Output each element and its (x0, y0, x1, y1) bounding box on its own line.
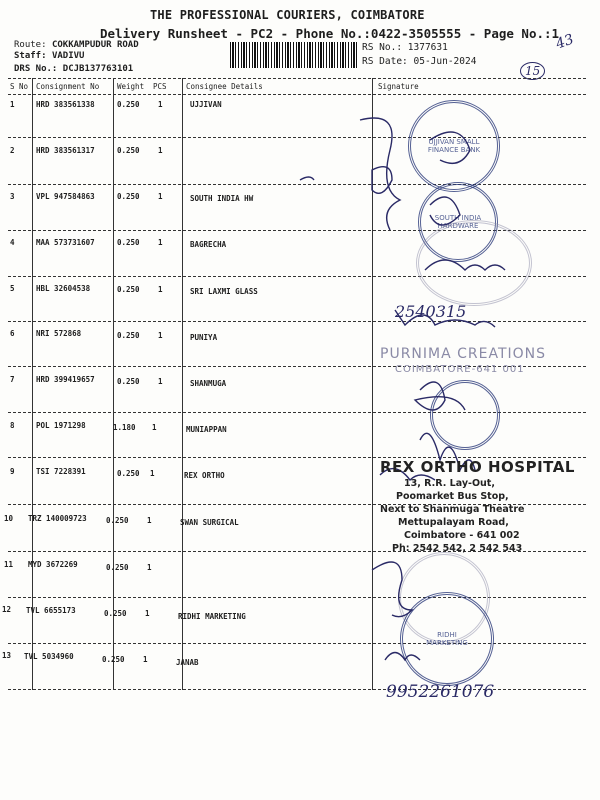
route-label: Route: (14, 40, 47, 50)
handwritten-2540315: 2540315 (395, 302, 467, 321)
row-sno: 4 (10, 238, 15, 247)
row-weight: 0.250 (117, 285, 140, 294)
runsheet-subtitle: Delivery Runsheet - PC2 - Phone No.:0422-3505555 - Page No.:1 (100, 26, 560, 41)
row-pcs: 1 (158, 146, 163, 155)
row-sno: 5 (10, 284, 15, 293)
row-sno: 1 (10, 100, 15, 109)
row-consignment-no: VPL 947584863 (36, 192, 95, 201)
row-consignment-no: HBL 32604538 (36, 284, 91, 293)
row-weight: 0.250 (104, 609, 127, 618)
signature-stroke (430, 197, 460, 225)
signature-stroke (385, 653, 420, 661)
row-weight: 0.250 (117, 469, 140, 478)
signature-stroke (360, 118, 400, 230)
row-pcs: 1 (150, 469, 155, 478)
ujjivan-stamp-text: UJJIVAN SMALL FINANCE BANK (427, 138, 481, 154)
row-pcs: 1 (158, 192, 163, 201)
col-consignee: Consignee Details (186, 82, 263, 91)
row-consignee: SRI LAXMI GLASS (190, 287, 258, 296)
row-consignee: SOUTH INDIA HW (190, 194, 254, 203)
row-pcs: 1 (158, 377, 163, 386)
rs-date-value: 05-Jun-2024 (413, 56, 477, 67)
handwritten-phone: 9952261076 (386, 682, 495, 702)
row-consignment-no: MAA 573731607 (36, 238, 95, 247)
row-consignment-no: MYD 3672269 (28, 560, 78, 569)
hospital-address-3: Next to Shanmuga Theatre (380, 504, 525, 515)
hospital-phone: Ph: 2542 542, 2 542 543 (392, 543, 523, 554)
signature-stroke (300, 177, 314, 180)
rex-ortho-stamp (380, 458, 575, 554)
row-weight: 0.250 (117, 331, 140, 340)
row-consignee: SHANMUGA (190, 379, 227, 388)
row-pcs: 1 (152, 423, 157, 432)
row-consignee: JANAB (176, 658, 199, 667)
row-weight: 0.250 (117, 100, 140, 109)
row-consignment-no: NRI 572868 (36, 329, 82, 338)
hospital-address-5: Coimbatore - 641 002 (404, 530, 520, 541)
south-india-stamp-text: SOUTH INDIA HARDWARE (434, 214, 482, 230)
row-weight: 0.250 (117, 377, 140, 386)
hospital-name: REX ORTHO HOSPITAL (380, 458, 575, 476)
purnima-stamp-line1: PURNIMA CREATIONS (380, 346, 547, 362)
row-consignee: SWAN SURGICAL (180, 518, 239, 527)
row-consignment-no: TVL 6655173 (26, 606, 76, 615)
col-consignment: Consignment No (36, 82, 100, 91)
row-consignment-no: HRD 399419657 (36, 375, 95, 384)
drs-value: DCJB137763101 (62, 64, 134, 74)
row-weight: 0.250 (102, 655, 125, 664)
row-sno: 8 (10, 421, 15, 430)
row-sno: 3 (10, 192, 15, 201)
signature-stroke (372, 562, 412, 617)
row-pcs: 1 (158, 238, 163, 247)
row-pcs: 1 (158, 285, 163, 294)
row-consignment-no: POL 1971298 (36, 421, 86, 430)
row-weight: 0.250 (117, 192, 140, 201)
rs-no-label: RS No.: (362, 42, 403, 53)
row-weight: 0.250 (117, 146, 140, 155)
row-consignee: PUNIYA (190, 333, 218, 342)
row-sno: 9 (10, 467, 15, 476)
col-signature: Signature (378, 82, 419, 91)
row-sno: 2 (10, 146, 15, 155)
row-sno: 13 (2, 651, 12, 660)
row-sno: 12 (2, 605, 12, 614)
row-sno: 10 (4, 514, 14, 523)
row-consignee: REX ORTHO (184, 471, 225, 480)
row-sno: 6 (10, 329, 15, 338)
row-pcs: 1 (143, 655, 148, 664)
col-weight: Weight (117, 82, 145, 91)
drs-label: DRS No.: (14, 64, 58, 74)
staff-label: Staff: (14, 51, 47, 61)
row-pcs: 1 (147, 516, 152, 525)
page-note-43: 43 (553, 31, 577, 53)
row-weight: 1.180 (113, 423, 136, 432)
col-sno: S No (10, 82, 29, 91)
route-value: COKKAMPUDUR ROAD (51, 40, 139, 50)
rs-no-value: 1377631 (407, 42, 448, 53)
company-title: THE PROFESSIONAL COURIERS, COIMBATORE (150, 8, 425, 22)
row-pcs: 1 (158, 100, 163, 109)
ridhi-stamp-text: RIDHI MARKETING (426, 631, 468, 647)
row-consignment-no: HRD 383561338 (36, 100, 95, 109)
staff-value: VADIVU (51, 51, 85, 61)
row-weight: 0.250 (117, 238, 140, 247)
row-consignment-no: HRD 383561317 (36, 146, 95, 155)
hospital-address-2: Poomarket Bus Stop, (396, 491, 509, 502)
signature-stroke (415, 382, 465, 410)
col-pcs: PCS (153, 82, 167, 91)
row-sno: 11 (4, 560, 14, 569)
signature-stroke (430, 132, 470, 163)
row-weight: 0.250 (106, 563, 129, 572)
hospital-address-4: Mettupalayam Road, (398, 517, 509, 528)
page-note-15: 15 (520, 62, 545, 80)
row-weight: 0.250 (106, 516, 129, 525)
rs-date-label: RS Date: (362, 56, 408, 67)
row-consignee: MUNIAPPAN (186, 425, 227, 434)
row-pcs: 1 (158, 331, 163, 340)
row-consignment-no: TSI 7228391 (36, 467, 86, 476)
row-consignment-no: TRZ 140009723 (28, 514, 87, 523)
row-pcs: 1 (147, 563, 152, 572)
row-consignee: BAGRECHA (190, 240, 227, 249)
purnima-stamp-line2: COIMBATORE-641 001 (395, 364, 525, 375)
row-sno: 7 (10, 375, 15, 384)
row-consignee: RIDHI MARKETING (178, 612, 246, 621)
signature-stroke (425, 260, 505, 270)
hospital-address-1: 13, R.R. Lay-Out, (404, 478, 495, 489)
row-consignee: UJJIVAN (190, 100, 222, 109)
row-consignment-no: TVL 5034960 (24, 652, 74, 661)
row-pcs: 1 (145, 609, 150, 618)
